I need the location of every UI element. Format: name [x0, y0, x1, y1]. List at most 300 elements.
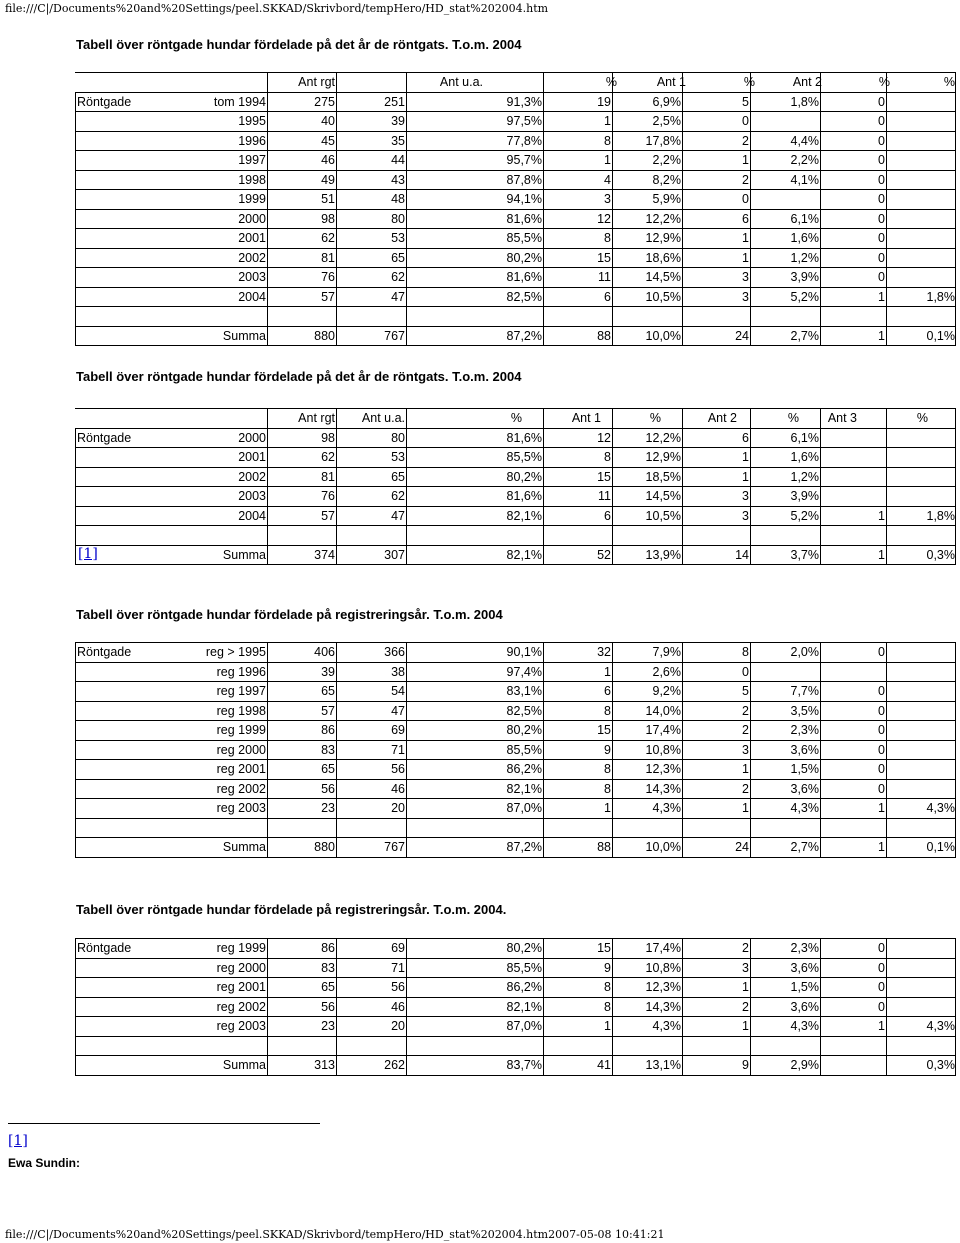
- grid-hline: [75, 798, 956, 799]
- grid-hline: [75, 720, 956, 721]
- table-cell: 3: [604, 192, 611, 206]
- table-cell: 0: [742, 192, 749, 206]
- table-cell: 9: [604, 960, 611, 975]
- table-cell: 767: [384, 840, 405, 854]
- table-cell: 62: [391, 270, 405, 284]
- table-cell: 52: [597, 547, 611, 562]
- table-1-title: Tabell över röntgade hundar fördelade på det år de röntgats. T.o.m. 2004: [76, 37, 522, 52]
- table-cell: 90,1%: [506, 645, 542, 659]
- table-cell: 1,5%: [790, 762, 819, 776]
- table-cell: 7,7%: [790, 684, 819, 698]
- table-cell: 2,0%: [790, 645, 819, 659]
- table-cell: 0: [878, 153, 885, 167]
- table-cell: 0: [878, 980, 885, 994]
- grid-vline: [886, 408, 887, 565]
- column-header: %: [743, 75, 755, 89]
- table-cell: 0: [878, 762, 885, 776]
- grid-vline: [75, 642, 76, 858]
- column-header: %: [510, 411, 522, 425]
- table-cell: 62: [391, 489, 405, 503]
- table-cell: 11: [598, 270, 611, 284]
- table-cell: 10,5%: [645, 289, 681, 304]
- table-cell: 3,6%: [790, 781, 819, 796]
- footnote-ref-link[interactable]: [1]: [78, 545, 98, 562]
- grid-vline: [955, 408, 956, 565]
- grid-hline: [75, 228, 956, 229]
- grid-hline: [75, 150, 956, 151]
- row-label: Röntgade: [77, 94, 132, 109]
- table-cell: 88: [597, 328, 611, 343]
- grid-hline: [75, 701, 956, 702]
- grid-vline: [682, 642, 683, 858]
- table-cell: 46: [321, 153, 335, 167]
- table-cell: 2: [742, 133, 749, 148]
- table-cell: 0: [878, 684, 885, 698]
- table-cell: 15: [597, 469, 611, 484]
- row-period: tom 1994: [213, 94, 266, 109]
- grid-hline: [75, 267, 956, 268]
- table-cell: 4: [604, 172, 611, 187]
- table-cell: 86,2%: [506, 762, 542, 776]
- table-cell: 5,2%: [790, 289, 819, 304]
- table-cell: 313: [314, 1058, 335, 1072]
- table-cell: 6: [742, 430, 749, 445]
- table-cell: 1: [878, 328, 885, 343]
- column-header: Ant 1: [571, 411, 601, 425]
- grid-vline: [955, 72, 956, 346]
- table-cell: 57: [321, 703, 335, 718]
- grid-hline: [75, 72, 956, 73]
- table-cell: 880: [314, 840, 335, 854]
- table-cell: 8: [604, 762, 611, 776]
- page-url-footer: file:///C|/Documents%20and%20Settings/peel.SKKAD/Skrivbord/tempHero/HD_stat%202004.htm2007-05-08 10:41:21: [5, 1228, 665, 1241]
- grid-vline: [543, 642, 544, 858]
- table-cell: 1: [878, 801, 885, 815]
- grid-hline: [75, 467, 956, 468]
- table-cell: 2: [742, 999, 749, 1014]
- table-cell: 83: [321, 742, 335, 757]
- grid-vline: [955, 642, 956, 858]
- grid-vline: [820, 938, 821, 1076]
- table-cell: 20: [391, 801, 405, 815]
- grid-vline: [543, 408, 544, 565]
- table-cell: 14,5%: [645, 489, 681, 503]
- table-cell: 10,0%: [645, 840, 681, 854]
- grid-hline: [75, 1055, 956, 1056]
- table-cell: 11: [598, 489, 611, 503]
- table-cell: 82,1%: [506, 781, 542, 796]
- table-cell: 88: [597, 840, 611, 854]
- table-cell: 14: [735, 547, 749, 562]
- table-cell: 1: [742, 153, 749, 167]
- table-cell: 62: [321, 231, 335, 245]
- table-cell: 19: [597, 94, 611, 109]
- grid-hline: [75, 92, 956, 93]
- table-cell: 53: [391, 450, 405, 464]
- table-cell: 81,6%: [506, 270, 542, 284]
- grid-vline: [75, 428, 76, 566]
- grid-hline: [75, 837, 956, 838]
- table-cell: 71: [391, 960, 405, 975]
- grid-vline: [886, 72, 887, 346]
- table-cell: 1: [604, 801, 611, 815]
- table-cell: 880: [314, 328, 335, 343]
- table-cell: 85,5%: [506, 742, 542, 757]
- table-cell: 86,2%: [506, 980, 542, 994]
- table-cell: 767: [384, 328, 405, 343]
- table-cell: 82,1%: [506, 547, 542, 562]
- grid-vline: [612, 642, 613, 858]
- table-cell: 8: [604, 133, 611, 148]
- table-cell: 8,2%: [652, 172, 681, 187]
- row-period: reg > 1995: [205, 645, 266, 659]
- table-cell: 12,9%: [645, 231, 681, 245]
- table-cell: 6: [604, 508, 611, 523]
- table-cell: 2: [742, 172, 749, 187]
- table-cell: 35: [391, 133, 405, 148]
- table-cell: 57: [321, 508, 335, 523]
- grid-hline: [75, 997, 956, 998]
- row-period: reg 1999: [216, 723, 266, 737]
- table-cell: 1: [742, 801, 749, 815]
- grid-hline: [75, 818, 956, 819]
- table-cell: 83,7%: [506, 1058, 542, 1072]
- table-cell: 1: [604, 1019, 611, 1033]
- table-cell: 2: [742, 703, 749, 718]
- table-cell: 85,5%: [506, 450, 542, 464]
- row-period: reg 2000: [216, 742, 266, 757]
- table-cell: 17,8%: [645, 133, 681, 148]
- grid-hline: [75, 958, 956, 959]
- table-cell: 95,7%: [506, 153, 542, 167]
- table-cell: 1,5%: [790, 980, 819, 994]
- table-cell: 366: [384, 645, 405, 659]
- table-cell: 1: [604, 153, 611, 167]
- table-cell: 87,0%: [506, 801, 542, 815]
- table-cell: 1: [742, 469, 749, 484]
- column-header: Ant rgt: [298, 75, 335, 89]
- table-cell: 1,8%: [926, 508, 955, 523]
- table-cell: 3: [742, 270, 749, 284]
- grid-hline: [75, 681, 956, 682]
- column-header: Ant 1: [656, 75, 686, 89]
- row-period: Summa: [222, 547, 266, 562]
- row-period: reg 2003: [216, 801, 266, 815]
- table-cell: 0: [878, 645, 885, 659]
- footnote-anchor-link[interactable]: [1]: [8, 1133, 28, 1149]
- table-by-registration-year-full: [75, 642, 956, 858]
- table-cell: 10,0%: [645, 328, 681, 343]
- grid-hline: [75, 428, 956, 429]
- table-cell: 0: [878, 211, 885, 226]
- grid-vline: [612, 72, 613, 346]
- grid-vline: [336, 408, 337, 565]
- table-cell: 0,1%: [926, 840, 955, 854]
- table-cell: 2,7%: [790, 840, 819, 854]
- row-period: reg 1997: [216, 684, 266, 698]
- table-cell: 1: [742, 1019, 749, 1033]
- table-cell: 1,8%: [926, 289, 955, 304]
- table-cell: 6,1%: [790, 430, 819, 445]
- table-cell: 5,2%: [790, 508, 819, 523]
- table-cell: 65: [321, 980, 335, 994]
- table-cell: 17,4%: [645, 723, 681, 737]
- table-cell: 12: [597, 211, 611, 226]
- table-cell: 47: [391, 508, 405, 523]
- footnote-author: Ewa Sundin:: [8, 1156, 80, 1170]
- table-cell: 0: [878, 231, 885, 245]
- table-cell: 1: [742, 250, 749, 265]
- table-cell: 0: [878, 742, 885, 757]
- row-period: 1995: [238, 114, 266, 128]
- column-header: %: [916, 411, 928, 425]
- table-cell: 1: [878, 840, 885, 854]
- table-cell: 24: [735, 840, 749, 854]
- table-cell: 4,3%: [926, 1019, 955, 1033]
- table-cell: 8: [604, 999, 611, 1014]
- grid-vline: [955, 938, 956, 1076]
- table-cell: 56: [391, 762, 405, 776]
- row-period: 2000: [238, 430, 266, 445]
- grid-vline: [820, 72, 821, 346]
- column-header: Ant u.a.: [439, 75, 483, 89]
- table-cell: 8: [604, 450, 611, 464]
- grid-hline: [75, 111, 956, 112]
- table-cell: 65: [321, 762, 335, 776]
- row-period: 1998: [238, 172, 266, 187]
- table-cell: 0: [878, 250, 885, 265]
- table-cell: 87,0%: [506, 1019, 542, 1033]
- column-header: %: [943, 75, 955, 89]
- table-cell: 47: [391, 703, 405, 718]
- table-cell: 9: [742, 1058, 749, 1072]
- row-period: 2002: [238, 250, 266, 265]
- table-cell: 1: [742, 762, 749, 776]
- grid-hline: [75, 447, 956, 448]
- grid-hline: [75, 759, 956, 760]
- table-cell: 14,3%: [645, 781, 681, 796]
- grid-vline: [886, 642, 887, 858]
- column-header: Ant 3: [827, 411, 857, 425]
- table-4-title: Tabell över röntgade hundar fördelade på registreringsår. T.o.m. 2004.: [76, 902, 507, 917]
- footnote-divider: [8, 1123, 320, 1124]
- grid-hline: [75, 131, 956, 132]
- table-cell: 2,7%: [790, 328, 819, 343]
- grid-hline: [75, 938, 956, 939]
- table-cell: 82,5%: [506, 289, 542, 304]
- grid-vline: [612, 408, 613, 565]
- table-cell: 0: [878, 999, 885, 1014]
- table-cell: 65: [391, 469, 405, 484]
- table-cell: 81,6%: [506, 211, 542, 226]
- row-period: Summa: [222, 1058, 266, 1072]
- table-cell: 4,3%: [926, 801, 955, 815]
- grid-vline: [750, 408, 751, 565]
- table-cell: 2: [742, 723, 749, 737]
- grid-hline: [75, 345, 956, 346]
- table-cell: 0: [878, 723, 885, 737]
- table-cell: 3: [742, 289, 749, 304]
- row-period: 2001: [238, 450, 266, 464]
- grid-vline: [682, 408, 683, 565]
- grid-hline: [75, 506, 956, 507]
- grid-hline: [75, 740, 956, 741]
- row-label: Röntgade: [77, 645, 132, 659]
- table-cell: 8: [604, 231, 611, 245]
- table-cell: 48: [391, 192, 405, 206]
- table-cell: 0,1%: [926, 328, 955, 343]
- row-period: reg 2003: [216, 1019, 266, 1033]
- grid-vline: [820, 642, 821, 858]
- grid-vline: [75, 938, 76, 1076]
- table-cell: 2,3%: [790, 723, 819, 737]
- table-by-xray-year-2000-2004: [75, 408, 956, 565]
- table-cell: 81,6%: [506, 489, 542, 503]
- grid-vline: [886, 938, 887, 1076]
- row-period: reg 2001: [216, 762, 266, 776]
- grid-vline: [267, 408, 268, 565]
- table-cell: 15: [597, 250, 611, 265]
- table-cell: 41: [597, 1058, 611, 1072]
- table-cell: 14,5%: [645, 270, 681, 284]
- table-cell: 80,2%: [506, 250, 542, 265]
- table-cell: 3: [742, 508, 749, 523]
- table-cell: 6: [604, 289, 611, 304]
- grid-vline: [543, 72, 544, 346]
- table-cell: 1: [604, 664, 611, 679]
- table-cell: 2,9%: [790, 1058, 819, 1072]
- grid-hline: [75, 545, 956, 546]
- row-period: 2001: [238, 231, 266, 245]
- table-cell: 0,3%: [926, 547, 955, 562]
- grid-vline: [267, 938, 268, 1076]
- table-by-xray-year-full: [75, 72, 956, 346]
- table-cell: 374: [314, 547, 335, 562]
- table-cell: 45: [321, 133, 335, 148]
- row-label: Röntgade: [77, 430, 132, 445]
- table-cell: 87,2%: [506, 328, 542, 343]
- table-cell: 15: [597, 941, 611, 955]
- column-header: Ant 2: [792, 75, 822, 89]
- table-cell: 0: [878, 270, 885, 284]
- table-cell: 69: [391, 723, 405, 737]
- table-cell: 86: [321, 941, 335, 955]
- table-cell: 24: [735, 328, 749, 343]
- table-cell: 14,0%: [645, 703, 681, 718]
- table-cell: 251: [384, 94, 405, 109]
- column-header: %: [878, 75, 890, 89]
- grid-hline: [75, 189, 956, 190]
- table-cell: 0: [878, 703, 885, 718]
- table-cell: 0: [878, 960, 885, 975]
- grid-vline: [267, 642, 268, 858]
- table-cell: 13,9%: [645, 547, 681, 562]
- table-cell: 1,6%: [790, 450, 819, 464]
- table-cell: 23: [321, 801, 335, 815]
- table-cell: 65: [321, 684, 335, 698]
- row-period: 1997: [238, 153, 266, 167]
- row-period: 1999: [238, 192, 266, 206]
- table-cell: 46: [391, 781, 405, 796]
- grid-vline: [336, 72, 337, 346]
- table-cell: 307: [384, 547, 405, 562]
- table-cell: 7,9%: [652, 645, 681, 659]
- grid-vline: [406, 938, 407, 1076]
- table-cell: 80: [391, 211, 405, 226]
- grid-hline: [75, 170, 956, 171]
- table-cell: 0: [878, 133, 885, 148]
- row-period: 2003: [238, 270, 266, 284]
- grid-vline: [267, 72, 268, 346]
- table-cell: 3: [742, 489, 749, 503]
- table-cell: 54: [391, 684, 405, 698]
- grid-hline: [75, 857, 956, 858]
- grid-vline: [543, 938, 544, 1076]
- table-cell: 39: [321, 664, 335, 679]
- grid-hline: [75, 564, 956, 565]
- table-cell: 97,4%: [506, 664, 542, 679]
- grid-vline: [406, 408, 407, 565]
- table-cell: 4,3%: [790, 801, 819, 815]
- row-period: Summa: [222, 328, 266, 343]
- column-header: %: [649, 411, 661, 425]
- table-cell: 3,6%: [790, 742, 819, 757]
- table-cell: 56: [321, 999, 335, 1014]
- table-cell: 6,1%: [790, 211, 819, 226]
- table-2-title: Tabell över röntgade hundar fördelade på det år de röntgats. T.o.m. 2004: [76, 369, 522, 384]
- table-cell: 17,4%: [645, 941, 681, 955]
- table-cell: 275: [314, 94, 335, 109]
- row-label: Röntgade: [77, 941, 132, 955]
- grid-hline: [75, 642, 956, 643]
- grid-hline: [75, 326, 956, 327]
- table-cell: 87,2%: [506, 840, 542, 854]
- grid-hline: [75, 525, 956, 526]
- table-cell: 80,2%: [506, 469, 542, 484]
- table-cell: 12,2%: [645, 430, 681, 445]
- table-cell: 44: [391, 153, 405, 167]
- grid-hline: [75, 209, 956, 210]
- table-cell: 20: [391, 1019, 405, 1033]
- table-cell: 5: [742, 94, 749, 109]
- table-cell: 3,5%: [790, 703, 819, 718]
- table-cell: 1,2%: [790, 469, 819, 484]
- table-cell: 3: [742, 960, 749, 975]
- table-cell: 10,5%: [645, 508, 681, 523]
- row-period: Summa: [222, 840, 266, 854]
- table-cell: 8: [742, 645, 749, 659]
- row-period: 2000: [238, 211, 266, 226]
- table-cell: 2,2%: [790, 153, 819, 167]
- table-cell: 97,5%: [506, 114, 542, 128]
- table-cell: 6: [604, 684, 611, 698]
- row-period: 2004: [238, 289, 266, 304]
- grid-vline: [336, 938, 337, 1076]
- table-cell: 1,6%: [790, 231, 819, 245]
- table-cell: 10,8%: [645, 742, 681, 757]
- page-url-header: file:///C|/Documents%20and%20Settings/peel.SKKAD/Skrivbord/tempHero/HD_stat%202004.htm: [5, 2, 549, 15]
- grid-hline: [75, 248, 956, 249]
- row-period: reg 1996: [216, 664, 266, 679]
- table-cell: 76: [321, 270, 335, 284]
- table-cell: 82,5%: [506, 703, 542, 718]
- table-cell: 9,2%: [652, 684, 681, 698]
- table-cell: 0: [742, 114, 749, 128]
- table-cell: 0: [878, 781, 885, 796]
- row-period: reg 2002: [216, 781, 266, 796]
- table-cell: 1: [742, 980, 749, 994]
- table-cell: 13,1%: [645, 1058, 681, 1072]
